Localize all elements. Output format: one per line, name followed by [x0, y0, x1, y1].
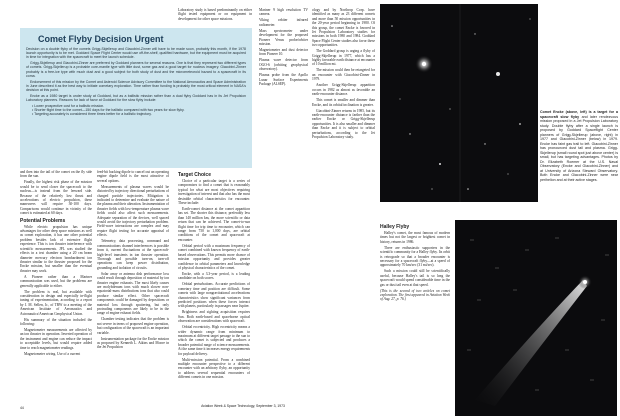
- body-paragraph: Encke, with a 3.3-year period, is a leading candidate on both scores.: [178, 271, 250, 281]
- body-paragraph: ology and by Northrop Corp. have identified as many as 23 different comets and more than 50 mission opportunities in the 20-year period beginning in 1980. Of this group, the comet Encke is favored in Jet Propulsion Laboratory studies for missions in both 1980 and 1984. Goddard Space Flight Center studies also favor these two opportunities.: [312, 8, 375, 48]
- body-paragraph: Orbital period with a maximum frequency of comet combined with known frequency of earth-based observations. This permits more chance of mission opportunity and provides greater confidence in orbital parameters and knowledge of physical characteristics of the comet.: [178, 243, 250, 270]
- body-paragraph: A Pioneer rather than a Mariner communication was used, but the problems are generally applicable to either.: [20, 274, 92, 288]
- body-paragraph: Measurements of plasma waves would be distorted by trajectory directional perturbations of charged particle trajectories. Mitigation is indicated to determine and evaluate the nature of the plasma and their alteration. Instrumentation of thruster fields with low-temperature plasma wave fields could also affect such measurements. Adequate separation of the devices, well spaced would avoid the trajectory perturbation problem. Field-wave interactions are complex and may require flight testing for accurate appraisal of effects.: [97, 184, 169, 238]
- body-paragraph: Such a mission could still be scientifically useful, because Halley's tail is so long the spacecraft would spend considerable time in the gas or dust tail even at that speed.: [380, 269, 450, 287]
- caption-lead: Comet Encke (above, left) is a target for a spacecraft slow flyby: [540, 110, 618, 119]
- sidebar-title: Comet Flyby Decision Urgent: [38, 34, 164, 44]
- body-paragraph: Brightness and sighting acquisition requires Sun. Both earth-based and spaceborne optical observation are considerations with spacecraft.: [178, 310, 250, 324]
- body-paragraph: Chamber testing indicates that the problem is not severe in terms of proposed engine operation, but configuration of the spacecraft is an important variable.: [97, 317, 169, 335]
- sidebar-paragraph: Decision on a double flyby of the comets Grigg-Skjellerup and Giacobini-Zinner will have to be made soon, probably this month, if the 1978 launch opportunity is to be met. Goddard Space Flight Center would use off-the-shelf, qualified hardware, but the equipment must be acquired in time for integration with the spacecraft to meet the launch schedule.: [26, 47, 246, 60]
- body-paragraph: and then into the tail of the comet on the fly side from the sun.: [20, 170, 92, 179]
- comet-tail-image: [455, 220, 617, 416]
- sidebar-paragraph: Endorsement of this mission by the Comet and Asteroid Science Advisory Committee to the National Aeronautics and Space Administration in June described it as the best way to initiate cometary exploration. Time rather than funding is probably the most critical element in NASA's decision at this point.: [26, 79, 246, 93]
- body-paragraph: Instrumentation package for the Encke mission as proposed by Kenneth L. Atkins and Moore in the Jet Propulsion: [97, 336, 169, 350]
- right-column-a: [312, 8, 375, 141]
- column-c: [259, 8, 308, 88]
- body-paragraph: Earth-comet distance at the comet apparition has set. The shorter this distance, preferably less than 140 million km, the more scientific or data return that can be achieved. The comet-to-sun flight time for trip time to encounter, which can range from 750 to 1,000 days, are orbital conditions of the comet and spacecraft at encounter.: [178, 207, 250, 242]
- section-heading-target-choice: Target Choice: [178, 172, 211, 178]
- comet-photo-giacobini-zinner: [455, 220, 617, 416]
- body-paragraph: Magnetometer wiring. Use of a current: [24, 351, 81, 356]
- body-paragraph: Halley's comet, the most famous of modern times but not the largest or brightest comet in history, returns in 1986.: [380, 231, 450, 244]
- body-paragraph: Multi-mission potential. From a combined multiple encounter perspective to a different encounter with an arbitrary flyby, an opportunity to address several sequential encounters of different comets in one mission.: [178, 357, 250, 380]
- body-paragraph: Giacobini-Zinner returns in 1985, but its earth-encounter distance is farther than the earlier Encke or Grigg-Skjellerup opportunities. It is also smaller and dimmer than Encke and it is subject to orbital perturbations, according to the Jet Propulsion Laboratory study.: [312, 108, 375, 139]
- instrument-item: Mariner 9 high resolution TV camera.: [259, 8, 308, 17]
- body-paragraph: His summary of the situation included the following:: [20, 317, 92, 326]
- section-heading-potential-problems: Potential Problems: [20, 217, 66, 224]
- body-paragraph: Orbital perturbations. Accurate predictions of cometary time and position are difficult. Some comets with large nongravitational accelerations characteristics show significant variances from predicted positions when these forces interact with planets, particularly in passages near Jupiter.: [178, 282, 250, 309]
- sidebar-bullet: • Targeting accurately is considered three times better for a ballistic trajectory.: [32, 112, 246, 116]
- body-paragraph: Magnetometer measurements are affected by an ion thruster in operation. Inverted operation of the instrument and engine can reduce the impact to acceptable levels, but would require added time to reach magnetometer readings.: [20, 327, 92, 350]
- sidebar-bullet-list: [32, 104, 246, 117]
- caption-body: and later rendezvous mission proposed in a Jet Propulsion Laboratory study. Double flyby after a single launch is proposed by Goddard Spaceflight Center planners of Grigg-Skjellerup (above, right) in 1977 and Giacobini-Zinner (below) in 1979. Encke has faint gas trail to left. Giacobini-Zinner has pronounced dust tail and plasma. Grigg-Skjellerup (small round spot just above center) is small, but has targeting advantages. Photos by Dr. Elizabeth Roemer at the U.S. Naval Observatory (Encke and Giacobini-Zinner) and at University of Arizona Steward Observatory. Both Encke and Giacobini-Zinner were near perihelion and at their active stages.: [540, 114, 618, 182]
- sidebar-bullet: • Shorter flight time to the comet—150 days for the ballistic compared with two years for slow flyby.: [32, 108, 246, 112]
- body-paragraph: The Goddard group is urging a flyby of Grigg-Skjellerup in 1977, which has a highly favorable earth distance at encounter of 10 million mi.: [312, 49, 375, 67]
- body-paragraph: While electric propulsion has unique advantages for other deep space missions as well as comet exploration, it has one other potential problem besides lack of extensive flight experience. This is ion thruster interference with scientific measurements. JPL was studied the effects in a test chamber using a 20 cm beam diameter mercury electron bombardment ion thruster similar to the thruster proposed for the Encke mission, but smaller than the eventual thruster may work.: [20, 224, 92, 273]
- star-field-image: [380, 4, 538, 202]
- sidebar-paragraph: Encke as a 1980 target is under study at Goddard, but as a ballistic mission rather than a dual flyby Goddard has in its Jet Propulsion Laboratory planners. Reasons for lack of favor at Goddard for the slow flyby include:: [26, 93, 246, 103]
- body-paragraph: This comet is smaller and dimmer than Encke, and its orbital inclination is greater.: [312, 98, 375, 107]
- instrument-item: Magnetometer and dust detector from Pioneer 10.: [259, 48, 308, 57]
- col-c-top-intro: Laboratory study is based predominantly on either flight tested equipment or on equipment in development for other space missions.: [178, 8, 252, 21]
- right-column-b: [380, 222, 450, 303]
- body-paragraph: Finally, the highest risk phase of the mission would be to send closer the spacecraft to the nucleus—is instead from the leeward side. Because of the relatively low thrust and accelerations of electric propulsion, these maneuvers will require 30-100 days. Comparisons would continue in vicinity of the comet is estimated at 60 days.: [20, 180, 92, 216]
- column-b: [97, 170, 169, 351]
- body-paragraph: There are enthusiastic supporters in the scientific community for a Halley flyby. Its orbit is retrograde so that a broader encounter is necessary for a spacecraft flyby—at a speed of approximately 70 km/sec (31 mi/sec).: [380, 245, 450, 268]
- column-d: [178, 170, 250, 381]
- sidebar-bullet: • Lower prospective cost for a ballistic mission.: [32, 104, 246, 108]
- body-paragraph: The problem is real, but available with consideration in design and especially in-flight tuning of experimentation, according to a report by J. M. Sellen, Jr., of TRW to a meeting of the American Institute of Aeronautics and Astronautics/American Geophysical Union.: [20, 289, 92, 316]
- instrument-item: Plasma probe from the Apollo Lunar Surface Experiments Package (ALSEP).: [259, 73, 308, 87]
- body-paragraph: The mission could then be retargeted for an encounter with Giacobini-Zinner in 1979.: [312, 68, 375, 82]
- body-paragraph: Choice of a particular target is a series of compromises to find a comet that is reasonably typical for what are most objectives requiring investigation of interest and that also has the most desirable orbital characteristics for encounter. These include:: [178, 179, 250, 206]
- comet-grigg-skjellerup: [496, 72, 500, 76]
- body-paragraph: Another Grigg-Skjellerup apparition occurs in 1982 as almost as favorable an earth-encounter distance.: [312, 83, 375, 97]
- body-paragraph: feed-bit backing dipole to cancel out an operating engine dipole field is the most attractive of several options.: [97, 170, 169, 183]
- sidebar-box: [20, 28, 252, 168]
- body-paragraph: Telemetry, data processing, command and communications channel interferences is possible from it, current fluctuations at the spacecraft-high-level transients in ion thruster operation. Thorough and possible turn-on, turn-off operations can keep power distribution, grounding and isolation of circuits.: [97, 239, 169, 270]
- page-number: 44: [20, 406, 24, 410]
- sidebar-paragraph: Grigg-Skjellerup and Giacobini-Zinner are preferred by Goddard planners for several reasons. One is that they represent two different types of comets. Grigg-Skjellerup is a probable core-mantle type with little dust, some gas and a good target for nucleus imagery. Giacobini-Zinner probably is a free-ice type with much dust and a good subject for both study of dust and the micrometeoroid hazard to a spacecraft in its coma.: [26, 61, 246, 78]
- instrument-item: Plasma wave detector from OGO-6 (orbiting geophysical observatory).: [259, 58, 308, 72]
- instrument-item: Mass spectrometer under development for the proposed Pioneer Venus probe/orbiter mission.: [259, 28, 308, 47]
- instrument-item: Viking orbiter infrared radiometer.: [259, 18, 308, 27]
- comet-photo-encke-grigg: [380, 4, 538, 202]
- body-paragraph: Solar array or antenna dish performance loss could result through deposition of material by ion thruster engine exhausts. The most likely causes are molybdenum ions with much slower non-equatorial-mass distributions ions that also could produce similar effect. Other spacecraft components could be damaged by depositions or material loss through sputtering, but only protruding components are likely to be in the range of engine exhaust fields.: [97, 271, 169, 316]
- right-page: [310, 0, 620, 420]
- series-footnote: (This is the second of two articles on comet exploration. The first appeared in Aviation Week of Aug. 27, p. 76.): [380, 288, 450, 302]
- column-a: [20, 170, 92, 358]
- body-paragraph: Orbital eccentricity. High eccentricity means a wider dynamic range from minimum to maximum at different target passage to the sun to which the comet is subjected and produces a broader potential range of science measurements. At the same time it increases energy requirements for payload delivery.: [178, 325, 250, 356]
- section-heading-halley-flyby: Halley Flyby: [380, 224, 410, 230]
- running-footer: Aviation Week & Space Technology, September 3, 1973: [201, 404, 285, 408]
- photo-caption: [540, 110, 618, 182]
- column-c-top-left: [178, 8, 252, 23]
